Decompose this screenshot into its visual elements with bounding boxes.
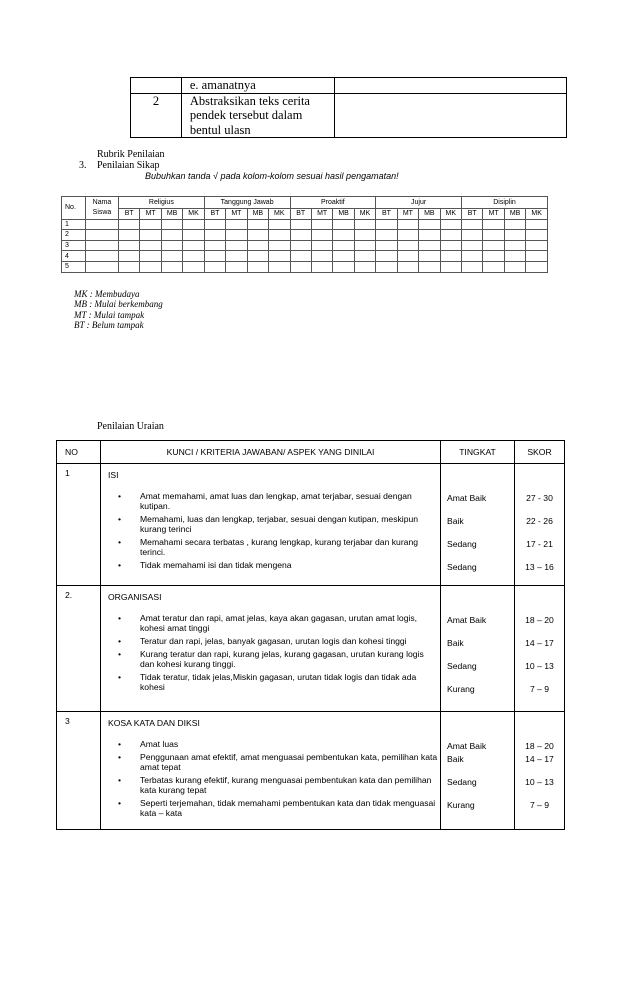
check-cell [290, 251, 311, 262]
check-cell [119, 219, 140, 230]
essay-row-number: 3 [57, 712, 101, 830]
criteria-item: • Terbatas kurang efektif, kurang menguasai pembentukan kata dan pemilihan kata kurang tepat [118, 776, 440, 795]
check-cell [247, 219, 268, 230]
check-cell [397, 219, 418, 230]
level-header: MK [354, 209, 375, 220]
aspect-header: Religius [119, 197, 205, 209]
student-name-cell [86, 240, 119, 251]
check-cell [440, 251, 461, 262]
level-value: Kurang [447, 800, 475, 810]
student-name-cell [86, 261, 119, 272]
essay-row [57, 712, 565, 830]
check-cell [140, 219, 161, 230]
level-value: Amat Baik [447, 741, 487, 751]
level-value: Sedang [447, 562, 477, 572]
level-header: MB [419, 209, 440, 220]
level-value: Sedang [447, 539, 477, 549]
level-header: BT [204, 209, 225, 220]
student-row [62, 240, 548, 251]
level-value: Sedang [447, 777, 477, 787]
check-cell [183, 261, 204, 272]
score-value: 13 – 16 [525, 562, 554, 572]
row-number: 5 [62, 261, 86, 272]
level-cell [441, 712, 515, 830]
check-cell [419, 219, 440, 230]
check-cell [161, 261, 182, 272]
score-value: 7 – 9 [529, 684, 550, 694]
score-value: 10 – 13 [525, 661, 554, 671]
check-cell [462, 261, 483, 272]
instruction-text: Bubuhkan tanda √ pada kolom-kolom sesuai hasil pengamatan! [145, 171, 399, 181]
indicator-text [181, 78, 334, 94]
check-cell [462, 219, 483, 230]
indicator-line: pendek tersebut dalam [189, 108, 303, 122]
level-header: BT [290, 209, 311, 220]
check-cell [226, 230, 247, 241]
level-header: MT [397, 209, 418, 220]
check-cell [376, 219, 397, 230]
check-cell [504, 261, 525, 272]
check-cell [333, 240, 354, 251]
level-header: MK [440, 209, 461, 220]
check-cell [269, 219, 290, 230]
check-cell [269, 251, 290, 262]
check-cell [311, 219, 332, 230]
level-header: MT [483, 209, 504, 220]
aspect-header: Tanggung Jawab [204, 197, 290, 209]
check-cell [526, 219, 548, 230]
level-value: Baik [447, 638, 464, 648]
check-cell [204, 251, 225, 262]
criteria-cell [101, 712, 441, 830]
level-header: MB [333, 209, 354, 220]
level-header: BT [462, 209, 483, 220]
score-value: 18 – 20 [525, 741, 554, 751]
check-cell [226, 251, 247, 262]
level-header: MT [226, 209, 247, 220]
check-cell [204, 230, 225, 241]
student-row [62, 251, 548, 262]
indicator-number: 2 [131, 93, 182, 138]
indicator-number [131, 78, 182, 94]
check-cell [226, 261, 247, 272]
aspect-title: KOSA KATA DAN DIKSI [108, 718, 200, 728]
indicator-row [131, 78, 567, 94]
check-cell [483, 251, 504, 262]
score-value: 18 – 20 [525, 615, 554, 625]
indicator-row [131, 93, 567, 138]
student-name-cell [86, 251, 119, 262]
indicator-line: bentul ulasn [189, 122, 251, 137]
check-cell [333, 219, 354, 230]
check-cell [269, 240, 290, 251]
student-row [62, 219, 548, 230]
level-value: Baik [447, 754, 464, 764]
level-header: MB [247, 209, 268, 220]
check-cell [226, 219, 247, 230]
check-cell [204, 240, 225, 251]
aspect-title: ORGANISASI [108, 592, 162, 602]
check-cell [354, 230, 375, 241]
student-row [62, 261, 548, 272]
check-cell [419, 240, 440, 251]
indicator-line: e. amanatnya [189, 78, 256, 92]
check-cell [226, 240, 247, 251]
check-cell [440, 261, 461, 272]
criteria-list [101, 614, 440, 693]
legend-item: MK : Membudaya [74, 289, 140, 299]
level-value: Amat Baik [447, 615, 487, 625]
check-cell [333, 230, 354, 241]
check-cell [119, 230, 140, 241]
indicator-table [130, 77, 567, 138]
check-cell [397, 251, 418, 262]
essay-rubric-table [56, 440, 565, 830]
check-cell [247, 251, 268, 262]
check-cell [483, 230, 504, 241]
check-cell [354, 240, 375, 251]
check-cell [504, 230, 525, 241]
indicator-extra [334, 78, 566, 94]
check-cell [440, 230, 461, 241]
check-cell [462, 251, 483, 262]
score-value: 27 - 30 [526, 493, 553, 503]
check-cell [183, 219, 204, 230]
student-name-cell [86, 219, 119, 230]
score-value: 7 – 9 [529, 800, 550, 810]
check-cell [247, 240, 268, 251]
check-cell [140, 251, 161, 262]
check-cell [140, 261, 161, 272]
check-cell [269, 261, 290, 272]
check-cell [397, 230, 418, 241]
check-cell [504, 240, 525, 251]
level-header: MT [140, 209, 161, 220]
level-cell [441, 586, 515, 712]
row-number: 2 [62, 230, 86, 241]
indicator-text [181, 93, 334, 138]
header-level: TINGKAT [441, 441, 515, 464]
header-no: NO [57, 441, 101, 464]
level-header: BT [119, 209, 140, 220]
check-cell [204, 261, 225, 272]
criteria-list [101, 740, 440, 819]
legend-item: MB : Mulai berkembang [74, 299, 163, 309]
name-header [86, 197, 119, 220]
aspect-title: ISI [108, 470, 119, 480]
criteria-list [101, 492, 440, 571]
student-name-cell [86, 230, 119, 241]
check-cell [419, 251, 440, 262]
row-number: 1 [62, 219, 86, 230]
level-header-row [62, 209, 548, 220]
check-cell [376, 230, 397, 241]
essay-row [57, 586, 565, 712]
legend-item: MT : Mulai tampak [74, 310, 145, 320]
check-cell [376, 261, 397, 272]
check-cell [354, 261, 375, 272]
criteria-cell [101, 586, 441, 712]
check-cell [161, 240, 182, 251]
essay-row [57, 464, 565, 586]
header-criteria: KUNCI / KRITERIA JAWABAN/ ASPEK YANG DINILAI [101, 441, 441, 464]
essay-row-number: 2. [57, 586, 101, 712]
check-cell [290, 261, 311, 272]
check-cell [290, 240, 311, 251]
level-value: Baik [447, 516, 464, 526]
check-cell [140, 240, 161, 251]
level-value: Kurang [447, 684, 475, 694]
check-cell [161, 219, 182, 230]
check-cell [311, 240, 332, 251]
criteria-item: • Amat teratur dan rapi, amat jelas, kaya akan gagasan, urutan amat logis, kohesi amat tinggi [118, 614, 440, 633]
criteria-item: • Tidak teratur, tidak jelas,Miskin gagasan, urutan tidak logis dan tidak ada kohesi [118, 673, 440, 692]
name-header-line: Nama [92, 198, 112, 206]
attitude-rubric-table [61, 196, 548, 273]
row-number: 4 [62, 251, 86, 262]
check-cell [419, 261, 440, 272]
aspect-header: Jujur [376, 197, 462, 209]
criteria-item: • Kurang teratur dan rapi, kurang jelas, kurang gagasan, urutan kurang logis dan kohesi kurang tinggi. [118, 650, 440, 669]
rubric-label: Rubrik Penilaian [97, 149, 165, 160]
level-header: MB [504, 209, 525, 220]
no-header: No. [62, 197, 86, 220]
check-cell [354, 219, 375, 230]
check-cell [311, 261, 332, 272]
name-header-line: Siswa [92, 208, 112, 216]
check-cell [247, 230, 268, 241]
check-cell [462, 240, 483, 251]
check-cell [161, 230, 182, 241]
score-cell [515, 464, 565, 586]
level-header: MB [161, 209, 182, 220]
check-cell [483, 261, 504, 272]
legend-item: BT : Belum tampak [74, 320, 144, 330]
score-value: 14 – 17 [525, 638, 554, 648]
criteria-item: • Penggunaan amat efektif, amat menguasai pembentukan kata, pemilihan kata amat tepat [118, 753, 440, 772]
criteria-item: • Amat memahami, amat luas dan lengkap, amat terjabar, sesuai dengan kutipan. [118, 492, 440, 511]
check-cell [504, 219, 525, 230]
section-number: 3. [79, 160, 87, 171]
check-cell [183, 240, 204, 251]
check-cell [290, 230, 311, 241]
check-cell [419, 230, 440, 241]
check-cell [333, 251, 354, 262]
level-header: MT [311, 209, 332, 220]
header-score: SKOR [515, 441, 565, 464]
check-cell [119, 240, 140, 251]
score-value: 14 – 17 [525, 754, 554, 764]
criteria-item: • Teratur dan rapi, jelas, banyak gagasan, urutan logis dan kohesi tinggi [118, 637, 440, 647]
level-header: BT [376, 209, 397, 220]
score-value: 17 - 21 [526, 539, 553, 549]
essay-header-row [57, 441, 565, 464]
check-cell [376, 240, 397, 251]
aspect-header: Proaktif [290, 197, 376, 209]
check-cell [526, 251, 548, 262]
check-cell [161, 251, 182, 262]
level-cell [441, 464, 515, 586]
check-cell [483, 219, 504, 230]
level-header: MK [526, 209, 548, 220]
check-cell [397, 261, 418, 272]
criteria-item: • Memahami, luas dan lengkap, terjabar, sesuai dengan kutipan, meskipun kurang terinci [118, 515, 440, 534]
check-cell [311, 251, 332, 262]
check-cell [119, 251, 140, 262]
check-cell [290, 219, 311, 230]
aspect-header: Disiplin [462, 197, 548, 209]
criteria-item: • Memahami secara terbatas , kurang lengkap, kurang terjabar dan kurang terinci. [118, 538, 440, 557]
criteria-item: • Seperti terjemahan, tidak memahami pembentukan kata dan tidak menguasai kata – kata [118, 799, 440, 818]
criteria-cell [101, 464, 441, 586]
indicator-line: Abstraksikan teks cerita [189, 93, 310, 108]
check-cell [247, 261, 268, 272]
check-cell [119, 261, 140, 272]
level-header: MK [269, 209, 290, 220]
check-cell [269, 230, 290, 241]
check-cell [440, 240, 461, 251]
score-cell [515, 712, 565, 830]
check-cell [526, 240, 548, 251]
criteria-item: • Tidak memahami isi dan tidak mengena [118, 561, 440, 571]
check-cell [462, 230, 483, 241]
student-row [62, 230, 548, 241]
check-cell [376, 251, 397, 262]
criteria-item: • Amat luas [118, 740, 440, 750]
row-number: 3 [62, 240, 86, 251]
check-cell [526, 230, 548, 241]
check-cell [397, 240, 418, 251]
check-cell [183, 251, 204, 262]
check-cell [183, 230, 204, 241]
check-cell [204, 219, 225, 230]
check-cell [504, 251, 525, 262]
essay-section-label: Penilaian Uraian [97, 421, 164, 432]
score-cell [515, 586, 565, 712]
check-cell [526, 261, 548, 272]
check-cell [333, 261, 354, 272]
check-cell [483, 240, 504, 251]
level-value: Amat Baik [447, 493, 487, 503]
check-cell [440, 219, 461, 230]
essay-row-number: 1 [57, 464, 101, 586]
check-cell [311, 230, 332, 241]
level-header: MK [183, 209, 204, 220]
level-value: Sedang [447, 661, 477, 671]
check-cell [354, 251, 375, 262]
score-value: 10 – 13 [525, 777, 554, 787]
section-title: Penilaian Sikap [97, 160, 160, 171]
score-value: 22 - 26 [526, 516, 553, 526]
check-cell [140, 230, 161, 241]
indicator-extra [334, 93, 566, 138]
